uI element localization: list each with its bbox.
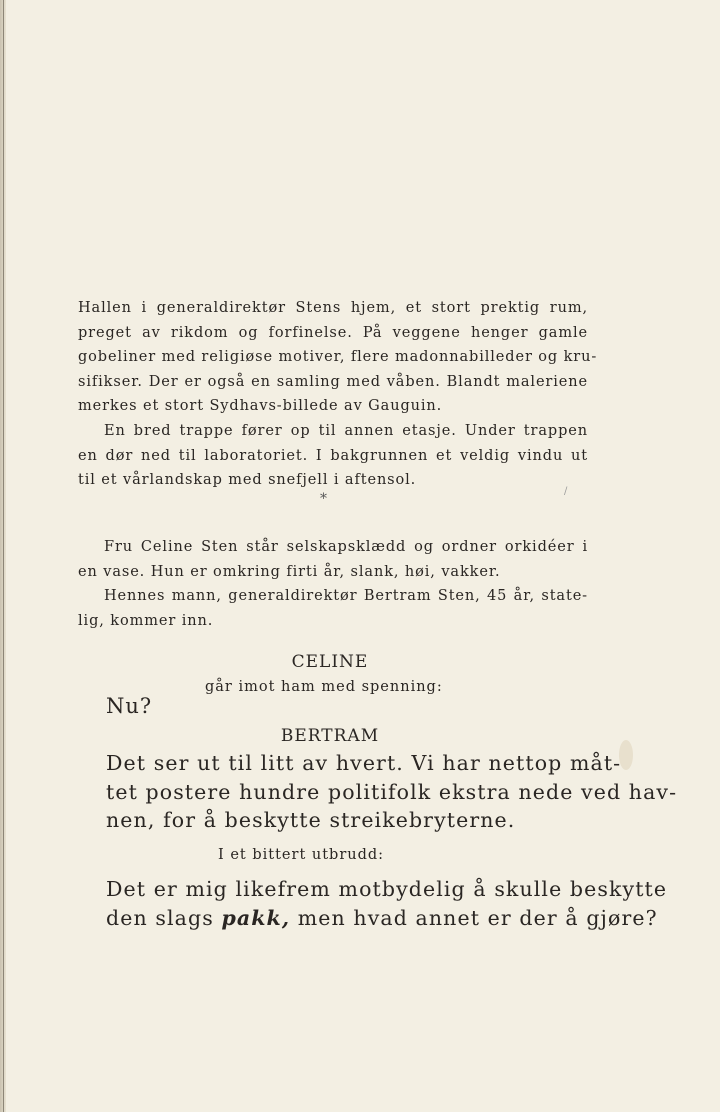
dialogue-bertram-2 [106, 875, 668, 932]
dialogue-line-last [106, 904, 658, 933]
paper-stain [619, 740, 633, 770]
text-line: Fru Celine Sten står selskapsklædd og ordner orkidéer i [104, 539, 588, 555]
speaker-celine: CELINE [291, 652, 369, 672]
text-line: sifikser. Der er også en samling med våben. Blandt maleriene [78, 373, 588, 390]
text-line: En bred trappe fører op til annen etasje. Under trappen [104, 422, 588, 439]
dialogue-line: Det ser ut til litt av hvert. Vi har nettop måt- [106, 751, 622, 775]
section-separator: * [320, 491, 327, 507]
stage-description [78, 296, 598, 493]
dialogue-bertram [106, 749, 678, 835]
dialogue-text: men hvad annet er der å gjøre? [290, 905, 658, 930]
text-line: til et vårlandskap med snefjell i aftensol. [78, 472, 417, 489]
text-line: gobeliner med religiøse motiver, flere madonnabilleder og kru- [78, 349, 598, 366]
page-mark: / [564, 486, 568, 497]
stage-direction-celine: går imot ham med spenning: [205, 679, 443, 695]
dialogue-celine: Nu? [106, 694, 153, 718]
text-line: Hennes mann, generaldirektør Bertram Sten, 45 år, state- [104, 588, 588, 605]
text-line: preget av rikdom og forfinelse. På veggene henger gamle [78, 324, 588, 341]
scene-description [78, 535, 588, 633]
dialogue-text: den slags [106, 905, 222, 930]
text-line: en vase. Hun er omkring firti år, slank, høi, vakker. [78, 563, 501, 580]
text-line: merkes et stort Sydhavs-billede av Gauguin. [78, 398, 443, 415]
text-line: en dør ned til laboratoriet. I bakgrunnen et veldig vindu ut [78, 447, 588, 464]
emphasis-word: pakk, [221, 905, 291, 930]
speaker-bertram: BERTRAM [280, 726, 380, 746]
dialogue-line: tet postere hundre politifolk ekstra nede ved hav- [106, 779, 678, 804]
stage-direction-bertram: I et bittert utbrudd: [218, 847, 385, 863]
text-line: Hallen i generaldirektør Stens hjem, et stort prektig rum, [78, 300, 588, 316]
dialogue-line: Det er mig likefrem motbydelig å skulle beskytte [106, 877, 668, 901]
dialogue-line: nen, for å beskytte streikebryterne. [106, 808, 516, 832]
text-line: lig, kommer inn. [78, 612, 214, 629]
